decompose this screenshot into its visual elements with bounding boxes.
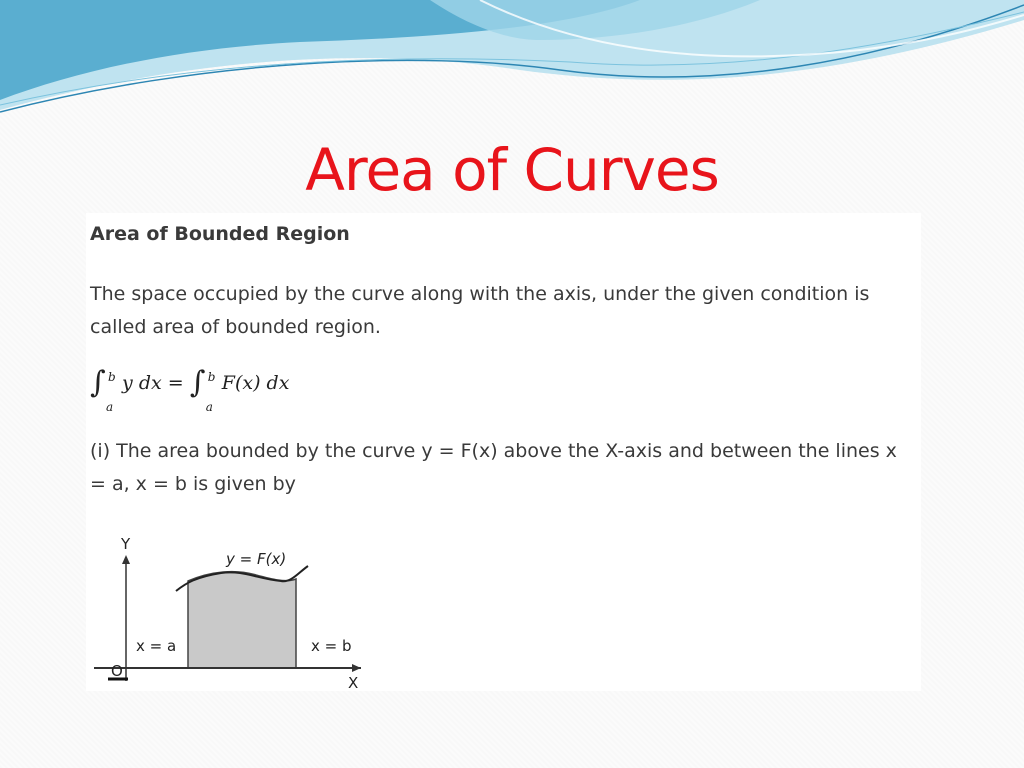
lower-limit-left: a: [106, 400, 114, 414]
y-axis-arrow: [122, 555, 130, 564]
content-image: [86, 213, 921, 691]
curve-label: y = F(x): [226, 550, 287, 568]
y-axis-label: Y: [121, 535, 131, 553]
section-heading: Area of Bounded Region: [90, 223, 350, 245]
lower-limit-right: a: [205, 400, 213, 414]
upper-limit-left: b: [108, 370, 116, 384]
left-bound-label: x = a: [136, 637, 177, 655]
wave-header-decoration: [0, 0, 1024, 125]
slide-title: Area of Curves: [305, 136, 719, 204]
integrand-right: F(x) dx: [221, 372, 290, 394]
origin-label: O: [111, 662, 123, 680]
right-bound-label: x = b: [311, 637, 352, 655]
upper-limit-right: b: [207, 370, 216, 384]
shaded-region: [188, 572, 296, 668]
area-under-curve-figure: [86, 531, 376, 691]
x-axis-arrow: [352, 664, 361, 672]
integrand-left: y dx =: [122, 372, 184, 394]
x-axis-label: X: [348, 674, 359, 691]
case-i-text: (i) The area bounded by the curve y = F(x) above the X-axis and between the lines x = a, x = b is given by: [90, 440, 897, 495]
integral-sign-right: ∫ b a: [190, 368, 212, 398]
integral-sign-left: ∫ b a: [90, 368, 112, 398]
definition-text: The space occupied by the curve along with the axis, under the given condition is called area of bounded region.: [90, 283, 870, 338]
integral-formula: [90, 365, 290, 418]
